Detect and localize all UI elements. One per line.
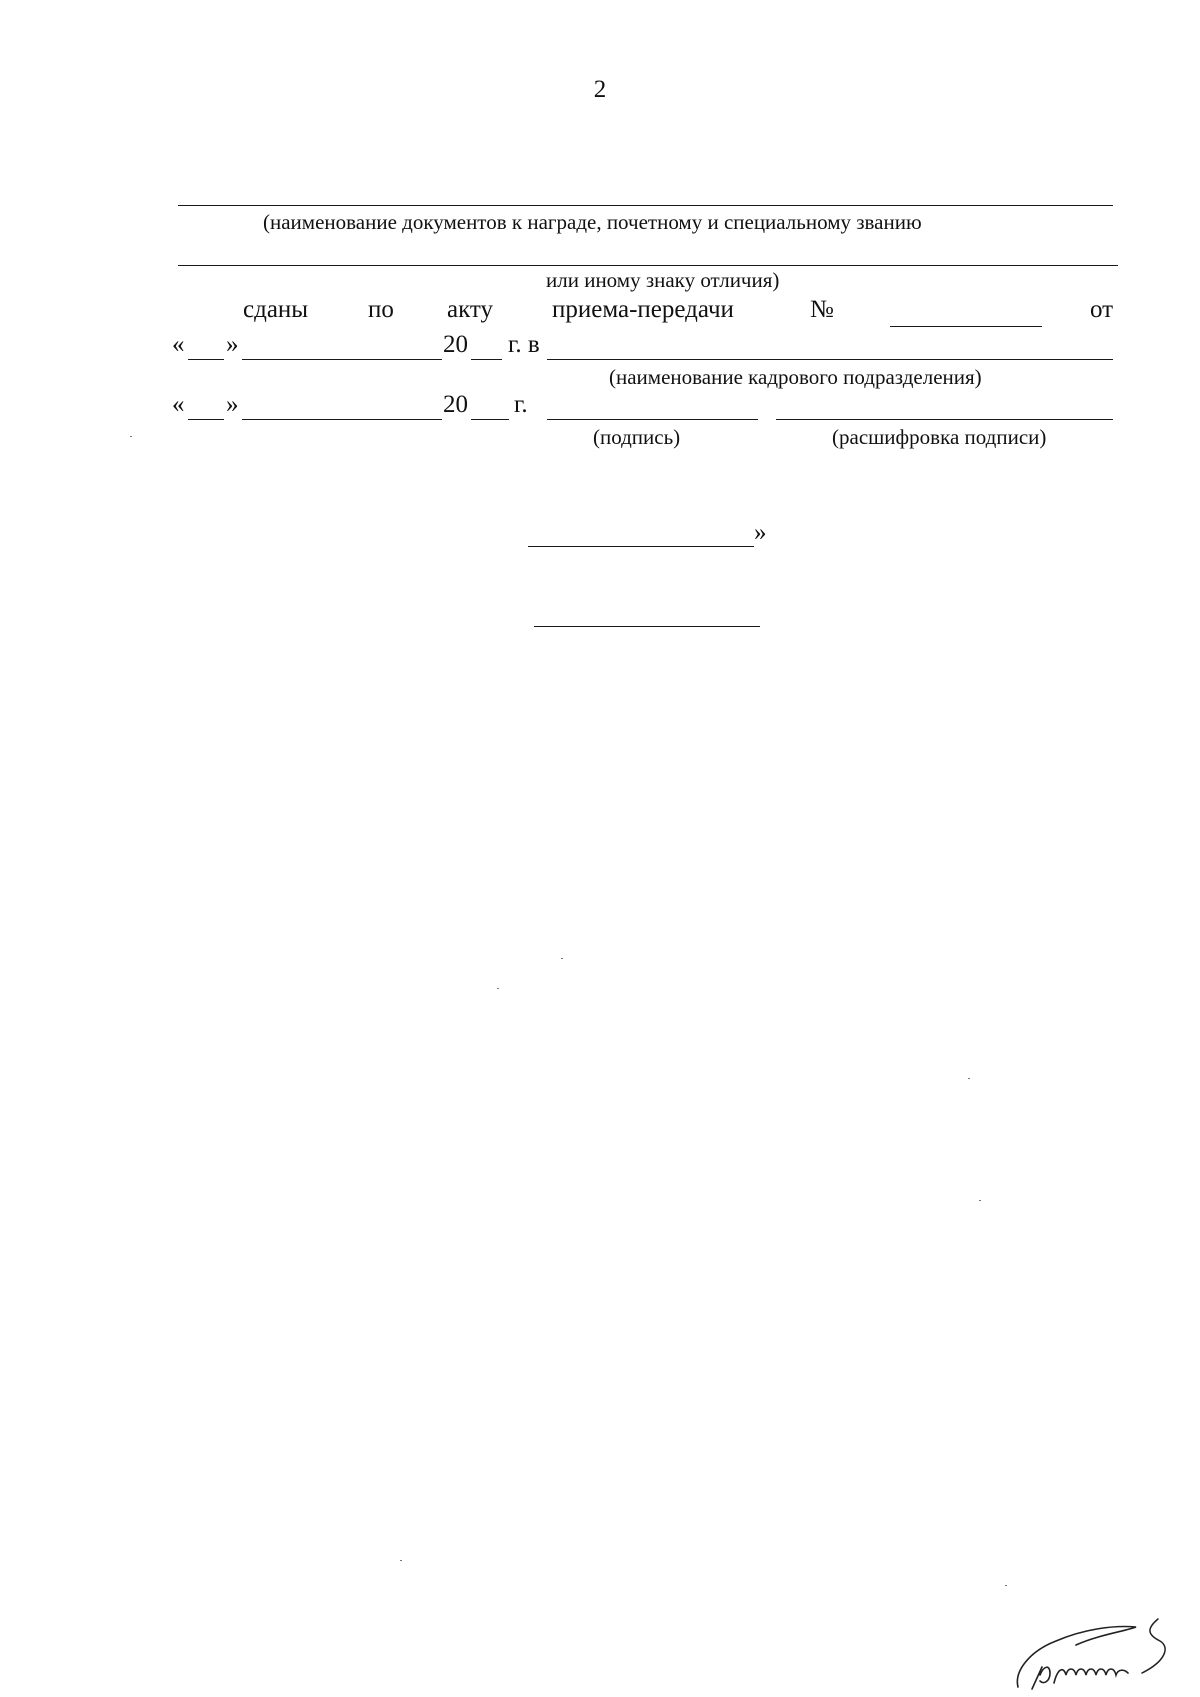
date2-month-line [242, 419, 442, 420]
number-sign: № [810, 296, 834, 323]
scan-speck [1005, 1585, 1007, 1586]
date1-year-suffix: г. в [508, 331, 540, 358]
page-number: 2 [593, 76, 607, 103]
hr-department-caption: (наименование кадрового подразделения) [609, 365, 982, 389]
date2-open-quote: « [172, 391, 185, 418]
documents-caption: (наименование документов к награде, почетному и специальному званию [263, 210, 922, 234]
act-number-line [890, 326, 1042, 327]
scan-speck [561, 958, 563, 959]
signature-line [547, 419, 758, 420]
separator-line [534, 626, 760, 627]
date1-close-quote: » [226, 331, 239, 358]
signature-decoding-line [776, 419, 1113, 420]
hr-department-line [547, 359, 1113, 360]
other-sign-line [178, 265, 1118, 266]
transfer-word-sdany: сданы [243, 296, 309, 323]
signature-decoding-caption: (расшифровка подписи) [832, 425, 1047, 449]
scan-speck [979, 1200, 981, 1201]
transfer-word-ot: от [1090, 296, 1114, 323]
handwritten-signature [1010, 1605, 1190, 1695]
closing-quote: » [754, 519, 767, 546]
date1-year-line [471, 359, 502, 360]
documents-name-line [178, 205, 1113, 206]
date1-month-line [242, 359, 442, 360]
other-sign-caption: или иному знаку отличия) [546, 268, 780, 292]
scan-speck [968, 1078, 970, 1079]
date2-year-prefix: 20 [443, 391, 468, 418]
transfer-word-aktu: акту [447, 296, 494, 323]
date2-day-line [188, 419, 224, 420]
date2-close-quote: » [226, 391, 239, 418]
date1-open-quote: « [172, 331, 185, 358]
closing-line [528, 546, 754, 547]
date2-year-suffix: г. [514, 391, 528, 418]
scan-speck [497, 988, 499, 989]
scan-speck [130, 436, 132, 437]
date1-day-line [188, 359, 224, 360]
date1-year-prefix: 20 [443, 331, 468, 358]
transfer-word-priema: приема-передачи [552, 296, 734, 323]
signature-caption: (подпись) [593, 425, 681, 449]
scan-speck [400, 1560, 402, 1561]
transfer-word-po: по [368, 296, 394, 323]
date2-year-line [471, 419, 509, 420]
